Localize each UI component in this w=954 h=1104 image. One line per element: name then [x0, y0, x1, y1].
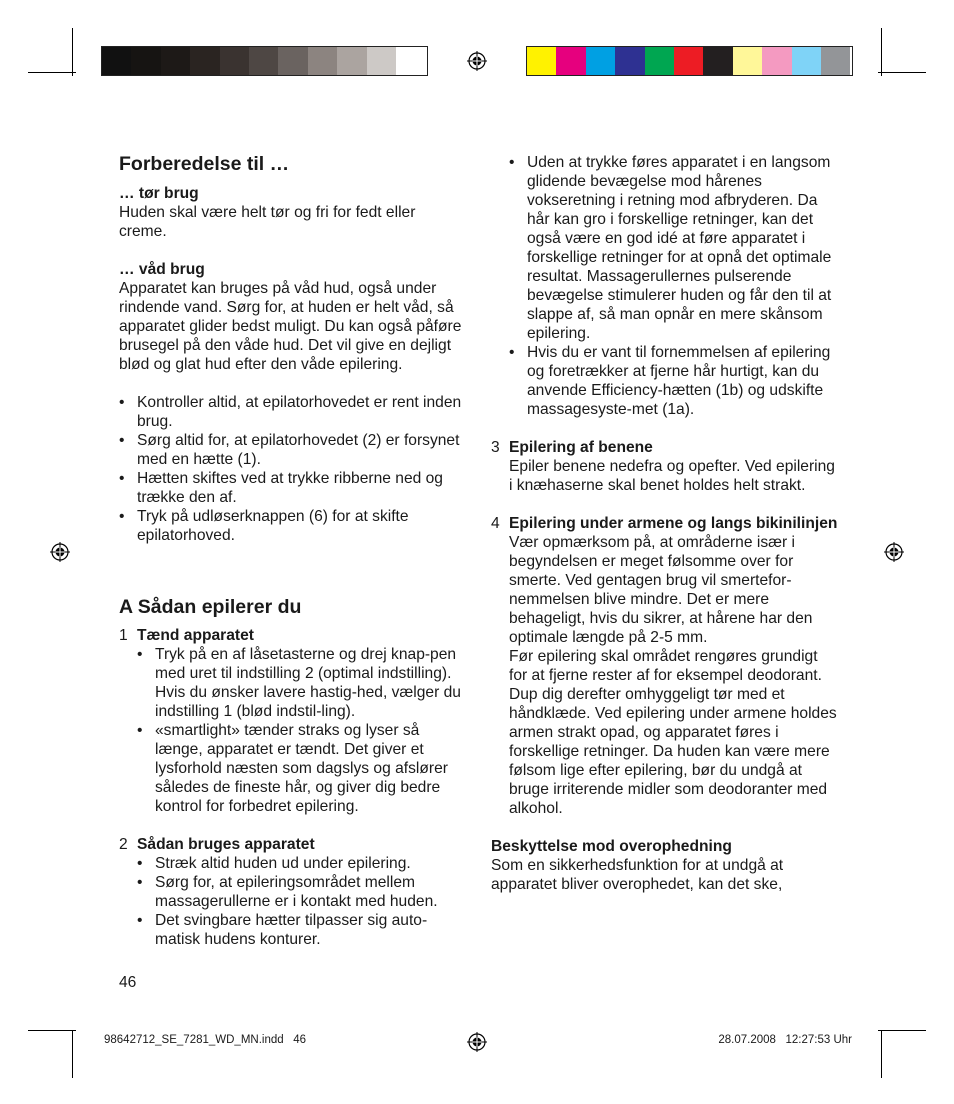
process-color-bar: [526, 46, 853, 76]
registration-mark-icon: [467, 1032, 487, 1052]
crop-mark: [72, 28, 73, 76]
list-item: • Stræk altid huden ud under epilering.: [137, 854, 464, 873]
overheating-protection-heading: Beskyttelse mod overophedning: [491, 838, 732, 855]
color-swatch: [278, 47, 307, 75]
step-3: [491, 438, 839, 495]
list-item: • Kontroller altid, at epilatorhovedet er rent inden brug.: [119, 393, 464, 431]
color-swatch: [249, 47, 278, 75]
color-swatch: [674, 47, 703, 75]
step-1-heading: Tænd apparatet: [137, 627, 254, 644]
step-number: 3: [491, 439, 500, 456]
crop-mark: [28, 72, 76, 73]
color-swatch: [586, 47, 615, 75]
wet-use-text: Apparatet kan bruges på våd hud, også under rindende vand. Sørg for, at huden er helt våd, så apparatet glider bedst muligt. Du kan også påføre brusegel på den våde hud. Det vil give en dejligt blød og glat hud efter den våde epilering.: [119, 280, 462, 373]
color-swatch: [733, 47, 762, 75]
section-title-preparation: Forberedelse til …: [119, 153, 290, 175]
color-swatch: [821, 47, 850, 75]
step-number: 4: [491, 515, 500, 532]
crop-mark: [881, 1030, 882, 1078]
step-4-text-2: Før epilering skal området rengøres grundigt for at fjerne rester af for eksempel deodorant. Dup dig derefter omhyggeligt tør med et håndklæde. Ved epilering under armene holdes armen strakt opad, og apparatet føres i forskellige retninger. Da huden kan være mere følsom lige efter epilering, bør du undgå at bruge irriterende midler som deodoranter med alkohol.: [509, 648, 837, 817]
crop-mark: [881, 28, 882, 76]
color-swatch: [396, 47, 425, 75]
crop-mark: [878, 1030, 926, 1031]
step-number: 2: [119, 836, 128, 853]
step-1-bullets: [137, 645, 464, 816]
list-item: • Tryk på en af låsetasterne og drej knap-pen med uret til indstilling 2 (optimal indstilling). Hvis du ønsker lavere hastig-hed, vælger du indstilling 1 (blød indstil-ling).: [137, 645, 464, 721]
color-swatch: [527, 47, 556, 75]
crop-mark: [72, 1030, 73, 1078]
color-swatch: [645, 47, 674, 75]
step-3-heading: Epilering af benene: [509, 439, 653, 456]
registration-mark-icon: [884, 542, 904, 562]
registration-mark-icon: [50, 542, 70, 562]
step-2: [119, 835, 464, 949]
registration-mark-icon: [467, 51, 487, 71]
step-2-heading: Sådan bruges apparatet: [137, 836, 315, 853]
crop-mark: [28, 1030, 76, 1031]
section-title-how-to-epilate: A Sådan epilerer du: [119, 596, 302, 618]
color-swatch: [367, 47, 396, 75]
list-item: • Sørg altid for, at epilatorhovedet (2) er forsynet med en hætte (1).: [119, 431, 464, 469]
crop-mark: [878, 72, 926, 73]
list-item: • Hætten skiftes ved at trykke ribberne ned og trække den af.: [119, 469, 464, 507]
color-swatch: [615, 47, 644, 75]
overheating-protection-text: Som en sikkerhedsfunktion for at undgå at apparatet bliver overophedet, kan det ske,: [491, 857, 784, 893]
preparation-bullet-list: [119, 393, 464, 545]
dry-use-text: Huden skal være helt tør og fri for fedt eller creme.: [119, 204, 416, 240]
step-4-heading: Epilering under armene og langs bikinilinjen: [509, 515, 838, 532]
wet-use-heading: … våd brug: [119, 261, 205, 278]
grayscale-color-bar: [101, 46, 428, 76]
list-item: • «smartlight» tænder straks og lyser så længe, apparatet er tændt. Det giver et lysforhold næsten som dagslys og afslører således de fineste hår, og giver dig bedre kontrol for forbedret epilering.: [137, 721, 464, 816]
color-swatch: [161, 47, 190, 75]
color-swatch: [102, 47, 131, 75]
step-4: [491, 514, 839, 818]
color-swatch: [308, 47, 337, 75]
color-swatch: [190, 47, 219, 75]
color-swatch: [337, 47, 366, 75]
page-number: 46: [119, 974, 137, 991]
dry-use-heading: … tør brug: [119, 185, 199, 202]
color-swatch: [131, 47, 160, 75]
list-item: • Sørg for, at epileringsområdet mellem massagerullerne er i kontakt med huden.: [137, 873, 464, 911]
list-item: • Tryk på udløserknappen (6) for at skifte epilatorhoved.: [119, 507, 464, 545]
step-1: [119, 626, 464, 816]
footer-file-info: 98642712_SE_7281_WD_MN.indd 46: [104, 1034, 307, 1046]
color-swatch: [762, 47, 791, 75]
usage-bullet-list: [491, 153, 839, 419]
color-swatch: [703, 47, 732, 75]
step-3-text: Epiler benene nedefra og opefter. Ved epilering i knæhaserne skal benet holdes helt strakt.: [509, 458, 835, 494]
list-item: • Uden at trykke føres apparatet i en langsom glidende bevægelse mod hårenes vokseretning i retning mod afbryderen. Da hår kan gro i forskellige retninger, kan det også være en god idé at føre apparatet i forskellige retninger for at opnå det optimale resultat. Massagerullernes pulserende bevægelse stimulerer huden og får den til at slappe af, så man opnår en mere skånsom epilering.: [509, 153, 839, 343]
right-column: [491, 153, 839, 894]
color-swatch: [556, 47, 585, 75]
left-column-top: [119, 184, 464, 545]
step-4-text-1: Vær opmærksom på, at områderne især i begyndelsen er meget følsomme over for smerte. Ved gentagen brug vil smertefor-nemmelsen blive mindre. Det er mere behageligt, hvis du sikrer, at hårene har den optimale længde på 2-5 mm.: [509, 534, 813, 646]
list-item: • Det svingbare hætter tilpasser sig auto-matisk hudens konturer.: [137, 911, 464, 949]
color-swatch: [792, 47, 821, 75]
color-swatch: [220, 47, 249, 75]
step-2-bullets: [137, 854, 464, 949]
step-number: 1: [119, 627, 128, 644]
list-item: • Hvis du er vant til fornemmelsen af epilering og foretrækker at fjerne hår hurtigt, kan du anvende Efficiency-hætten (1b) og udskifte massagesyste-met (1a).: [509, 343, 839, 419]
footer-timestamp: 28.07.2008 12:27:53 Uhr: [718, 1034, 852, 1046]
left-column-steps: [119, 626, 464, 949]
